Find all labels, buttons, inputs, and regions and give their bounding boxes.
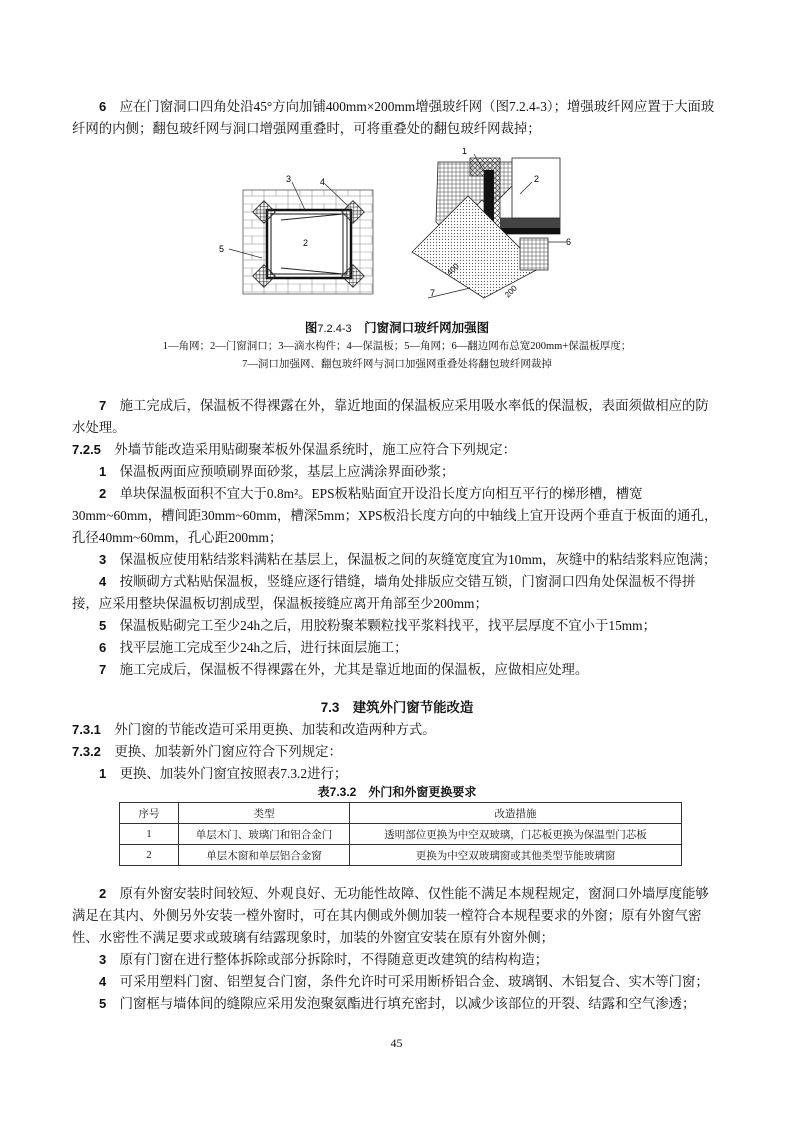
list-item: 3 保温板应使用粘结浆料满粘在基层上，保温板之间的灰缝宽度宜为10mm，灰缝中的粘结浆料应饱满；: [99, 552, 717, 567]
table-cell: 单层木窗和单层铝合金窗: [179, 845, 350, 866]
list-item: 2 原有外窗安装时间较短、外观良好、无功能性故障、仅性能不满足本规程规定，窗洞口外墙厚度能够满足在其内、外侧另外安装一樘外窗时，可在其内侧或外侧加装一樘符合本规程要求的外窗；原有外窗气密性、水密性不满足要求或玻璃有结露现象时，加装的外窗宜安装在原有外窗外侧；: [72, 886, 709, 945]
list-item: 2 单块保温板面积不宜大于0.8m²。EPS板粘贴面宜开设沿长度方向相互平行的梯形槽，槽宽30mm~60mm，槽间距30mm~60mm，槽深5mm；XPS板沿长度方向的中轴线上宜开设两个垂直于板面的通孔，孔径40mm~60mm，孔心距200mm；: [72, 486, 718, 545]
list-item: 4 可采用塑料门窗、铝塑复合门窗，条件允许时可采用断桥铝合金、玻璃钢、木铝复合、实木等门窗；: [99, 974, 709, 989]
table-row: [120, 824, 682, 845]
table-cell: 单层木门、玻璃门和铝合金门: [179, 824, 350, 845]
list-item: 5 保温板贴砌完工至少24h之后，用胶粉聚苯颗粒找平浆料找平，找平层厚度不宜小于15mm；: [99, 618, 656, 633]
label: 2: [534, 174, 540, 184]
list-item: 7 施工完成后，保温板不得裸露在外，尤其是靠近地面的保温板，应做相应处理。: [99, 662, 589, 677]
label: 1: [462, 148, 468, 156]
table-cell: 2: [120, 845, 179, 866]
list-item: 5 门窗框与墙体间的缝隙应采用发泡聚氨酯进行填充密封，以减少该部位的开裂、结露和空气渗透；: [99, 996, 696, 1011]
figure-mesh-diagram: [0, 148, 793, 308]
figure-legend: 7—洞口加强网、翻包玻纤网与洞口加强网重叠处将翻包玻纤网裁掉: [242, 359, 552, 370]
list-item: 4 按顺砌方式粘贴保温板，竖缝应逐行错缝，墙角处排版应交错互锁，门窗洞口四角处保温板不得拼接，应采用整块保温板切割成型，保温板接缝应离开角部至少200mm；: [72, 574, 696, 611]
table-cell: 透明部位更换为中空双玻璃，门芯板更换为保温型门芯板: [350, 824, 682, 845]
paragraph: 6 应在门窗洞口四角处沿45°方向加铺400mm×200mm增强玻纤网（图7.2.4-3）；增强玻纤网应置于大面玻纤网的内侧；翻包玻纤网与洞口增强网重叠时，可将重叠处的翻包玻纤网裁掉；: [72, 99, 715, 136]
figure-legend: 1—角网；2—门窗洞口；3—滴水构件；4—保温板；5—角网；6—翻边网布总宽200mm+保温板厚度；: [162, 341, 632, 352]
replacement-table: [119, 802, 682, 866]
table-cell: 更换为中空双玻璃窗或其他类型节能玻璃窗: [350, 845, 682, 866]
label: 7: [430, 288, 436, 298]
label: 6: [566, 237, 572, 247]
table-row: [120, 845, 682, 866]
section-heading: 7.3 建筑外门窗节能改造: [320, 700, 474, 715]
list-item: 3 原有门窗在进行整体拆除或部分拆除时，不得随意更改建筑的结构构造；: [99, 952, 549, 967]
list-item: 1 更换、加装外门窗宜按照表7.3.2进行；: [99, 766, 348, 781]
dimension-label: 400: [445, 261, 461, 278]
figure-title: 图7.2.4-3 门窗洞口玻纤网加强图: [304, 321, 490, 335]
clause-heading: 7.2.5 外墙节能改造采用贴砌聚苯板外保温系统时，施工应符合下列规定：: [72, 442, 517, 457]
window-opening: [267, 210, 351, 278]
table-header: 序号: [120, 803, 179, 824]
clause-heading: 7.3.2 更换、加装新外门窗应符合下列规定：: [72, 744, 342, 759]
table-cell: 1: [120, 824, 179, 845]
label: 4: [320, 177, 326, 187]
label: 3: [286, 174, 292, 184]
paragraph: 7 施工完成后，保温板不得裸露在外，靠近地面的保温板应采用吸水率低的保温板，表面须做相应的防水处理。: [72, 398, 709, 435]
list-item: 1 保温板两面应预喷刷界面砂浆，基层上应满涂界面砂浆；: [99, 464, 455, 479]
table-header: 改造措施: [350, 803, 682, 824]
table-header: 类型: [179, 803, 350, 824]
table-header-row: [120, 803, 682, 824]
label: 5: [219, 244, 225, 254]
clause-heading: 7.3.1 外门窗的节能改造可采用更换、加装和改造两种方式。: [72, 722, 436, 737]
table-caption: 表7.3.2 外门和外窗更换要求: [317, 785, 477, 799]
list-item: 6 找平层施工完成至少24h之后，进行抹面层施工；: [99, 640, 408, 655]
label: 2: [303, 238, 309, 248]
dimension-label: 200: [503, 283, 519, 300]
page-number: 45: [390, 1036, 403, 1050]
